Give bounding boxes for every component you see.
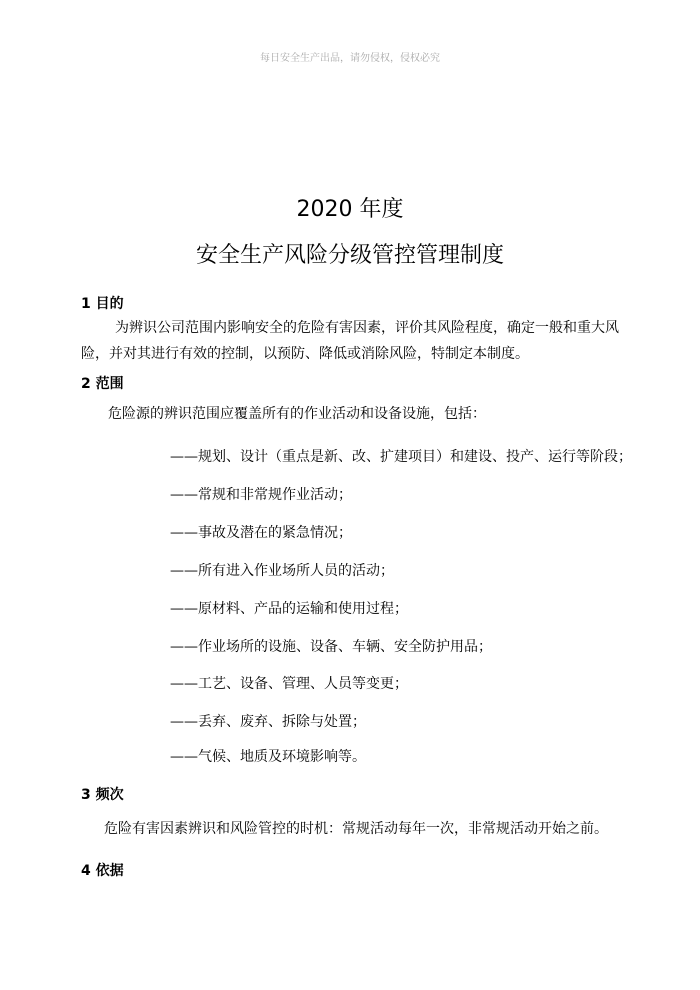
purpose-text-line-2: 险，并对其进行有效的控制，以预防、降低或消除风险，特制定本制度。 xyxy=(81,346,529,362)
section-heading-frequency: 3 频次 xyxy=(81,787,124,803)
scope-list-item: ——事故及潜在的紧急情况； xyxy=(170,525,352,541)
scope-list-item: ——工艺、设备、管理、人员等变更； xyxy=(170,676,408,692)
scope-list-item: ——所有进入作业场所人员的活动； xyxy=(170,563,394,579)
scope-list-item: ——规划、设计（重点是新、改、扩建项目）和建设、投产、运行等阶段； xyxy=(170,449,632,465)
document-title: 安全生产风险分级管控管理制度 xyxy=(195,243,504,268)
scope-list-item: ——作业场所的设施、设备、车辆、安全防护用品； xyxy=(170,639,492,655)
scope-intro-text: 危险源的辨识范围应覆盖所有的作业活动和设备设施，包括： xyxy=(108,406,486,422)
frequency-text: 危险有害因素辨识和风险管控的时机：常规活动每年一次，非常规活动开始之前。 xyxy=(104,821,608,837)
section-heading-basis: 4 依据 xyxy=(81,863,124,879)
scope-list-item: ——丢弃、废弃、拆除与处置； xyxy=(170,714,366,730)
scope-list-item: ——常规和非常规作业活动； xyxy=(170,487,352,503)
purpose-text-line-1: 为辨识公司范围内影响安全的危险有害因素，评价其风险程度，确定一般和重大风 xyxy=(115,320,619,336)
section-heading-scope: 2 范围 xyxy=(81,376,124,392)
document-title-year: 2020 年度 xyxy=(296,197,404,222)
section-heading-purpose: 1 目的 xyxy=(81,296,124,312)
watermark-text: 每日安全生产出品，请勿侵权，侵权必究 xyxy=(260,53,440,64)
scope-list-item: ——气候、地质及环境影响等。 xyxy=(170,749,366,765)
scope-list-item: ——原材料、产品的运输和使用过程； xyxy=(170,601,408,617)
